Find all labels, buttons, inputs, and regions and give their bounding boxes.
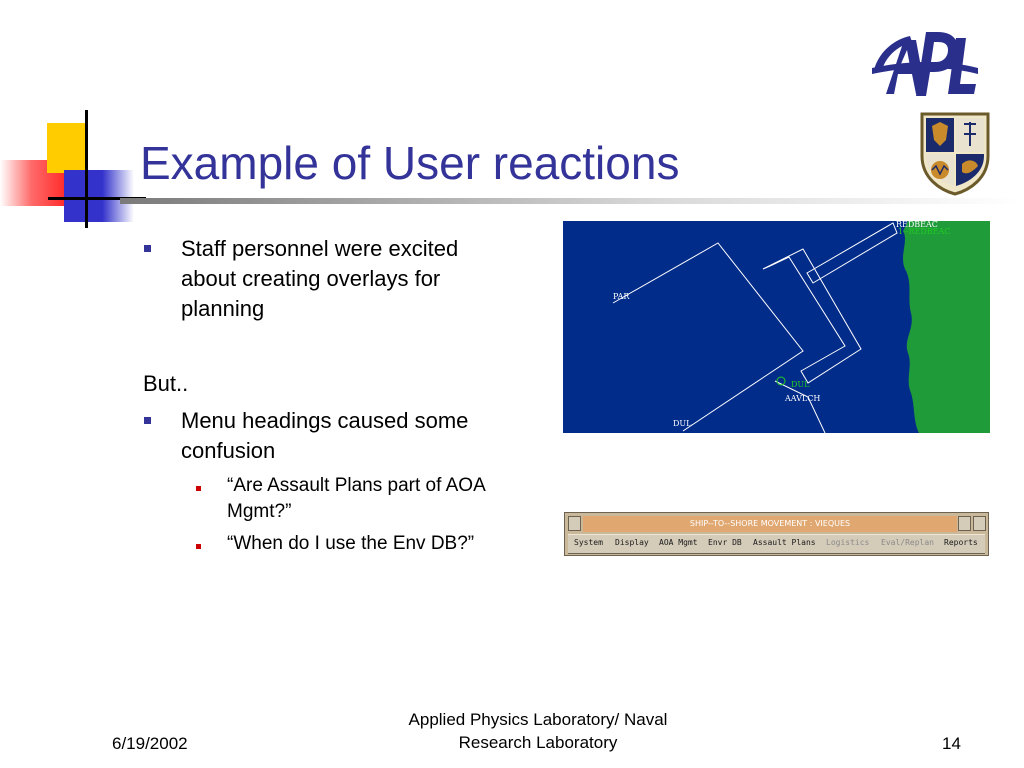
blue-accent-square	[64, 170, 134, 222]
app-window-screenshot	[564, 512, 989, 556]
sub-bullet-2-line-1: “When do I use the Env DB?”	[227, 533, 475, 554]
map-drawing	[563, 221, 990, 433]
sub-bullet-marker	[196, 486, 201, 491]
page-number: 14	[942, 734, 961, 753]
footer-org-line-2: Research Laboratory	[458, 733, 618, 752]
nrl-crest	[918, 108, 992, 196]
map-label-par: PAR	[613, 292, 630, 301]
footer-date: 6/19/2002	[112, 734, 188, 753]
menu-aoa-mgmt[interactable]: AOA Mgmt	[659, 538, 698, 547]
map-label-dul-green: DUL	[791, 380, 810, 389]
sub-bullet-marker	[196, 544, 201, 549]
map-label-aavlch: AAVLCH	[785, 394, 821, 403]
menu-assault-plans[interactable]: Assault Plans	[753, 538, 816, 547]
body-paragraph: But..	[143, 371, 189, 396]
menu-logistics[interactable]: Logistics	[826, 538, 870, 547]
bullet-1-line-2: about creating overlays for	[181, 266, 441, 291]
window-title: SHIP--TO--SHORE MOVEMENT : VIEQUES	[689, 519, 851, 528]
overlay-area-2	[763, 249, 861, 383]
map-screenshot	[563, 221, 990, 433]
window-titlebar	[583, 516, 957, 532]
menu-system[interactable]: System	[574, 538, 603, 547]
bullet-1-line-1: Staff personnel were excited	[181, 236, 459, 261]
bullet-2-line-2: confusion	[181, 438, 276, 463]
apl-logo	[868, 24, 980, 106]
map-label-dul: DUL	[673, 419, 692, 428]
overlay-area-1	[613, 243, 803, 431]
bullet-1-line-3: planning	[181, 296, 265, 321]
bullet-marker	[144, 245, 151, 252]
title-underline	[120, 198, 1020, 204]
overlay-lane	[807, 223, 897, 283]
menu-eval-replan[interactable]: Eval/Replan	[881, 538, 934, 547]
map-label-redbeac-2: 1--REDBEAC	[898, 227, 951, 236]
yellow-accent-square	[47, 123, 87, 173]
slide-title: Example of User reactions	[140, 137, 680, 189]
sub-bullet-1-line-2: Mgmt?”	[227, 501, 292, 522]
bullet-marker	[144, 417, 151, 424]
window-menu-button[interactable]	[568, 516, 581, 531]
land-mass	[903, 221, 990, 433]
maximize-button[interactable]	[973, 516, 986, 531]
bullet-2-line-1: Menu headings caused some	[181, 408, 469, 433]
footer-org-line-1: Applied Physics Laboratory/ Naval	[408, 710, 668, 729]
minimize-button[interactable]	[958, 516, 971, 531]
vertical-rule	[85, 110, 88, 228]
menu-bar	[568, 534, 985, 554]
sub-bullet-1-line-1: “Are Assault Plans part of AOA	[227, 475, 486, 496]
menu-envr-db[interactable]: Envr DB	[708, 538, 742, 547]
menu-reports[interactable]: Reports	[944, 538, 978, 547]
map-label-redbeac: REDBEAC	[896, 221, 938, 229]
menu-display[interactable]: Display	[615, 538, 649, 547]
